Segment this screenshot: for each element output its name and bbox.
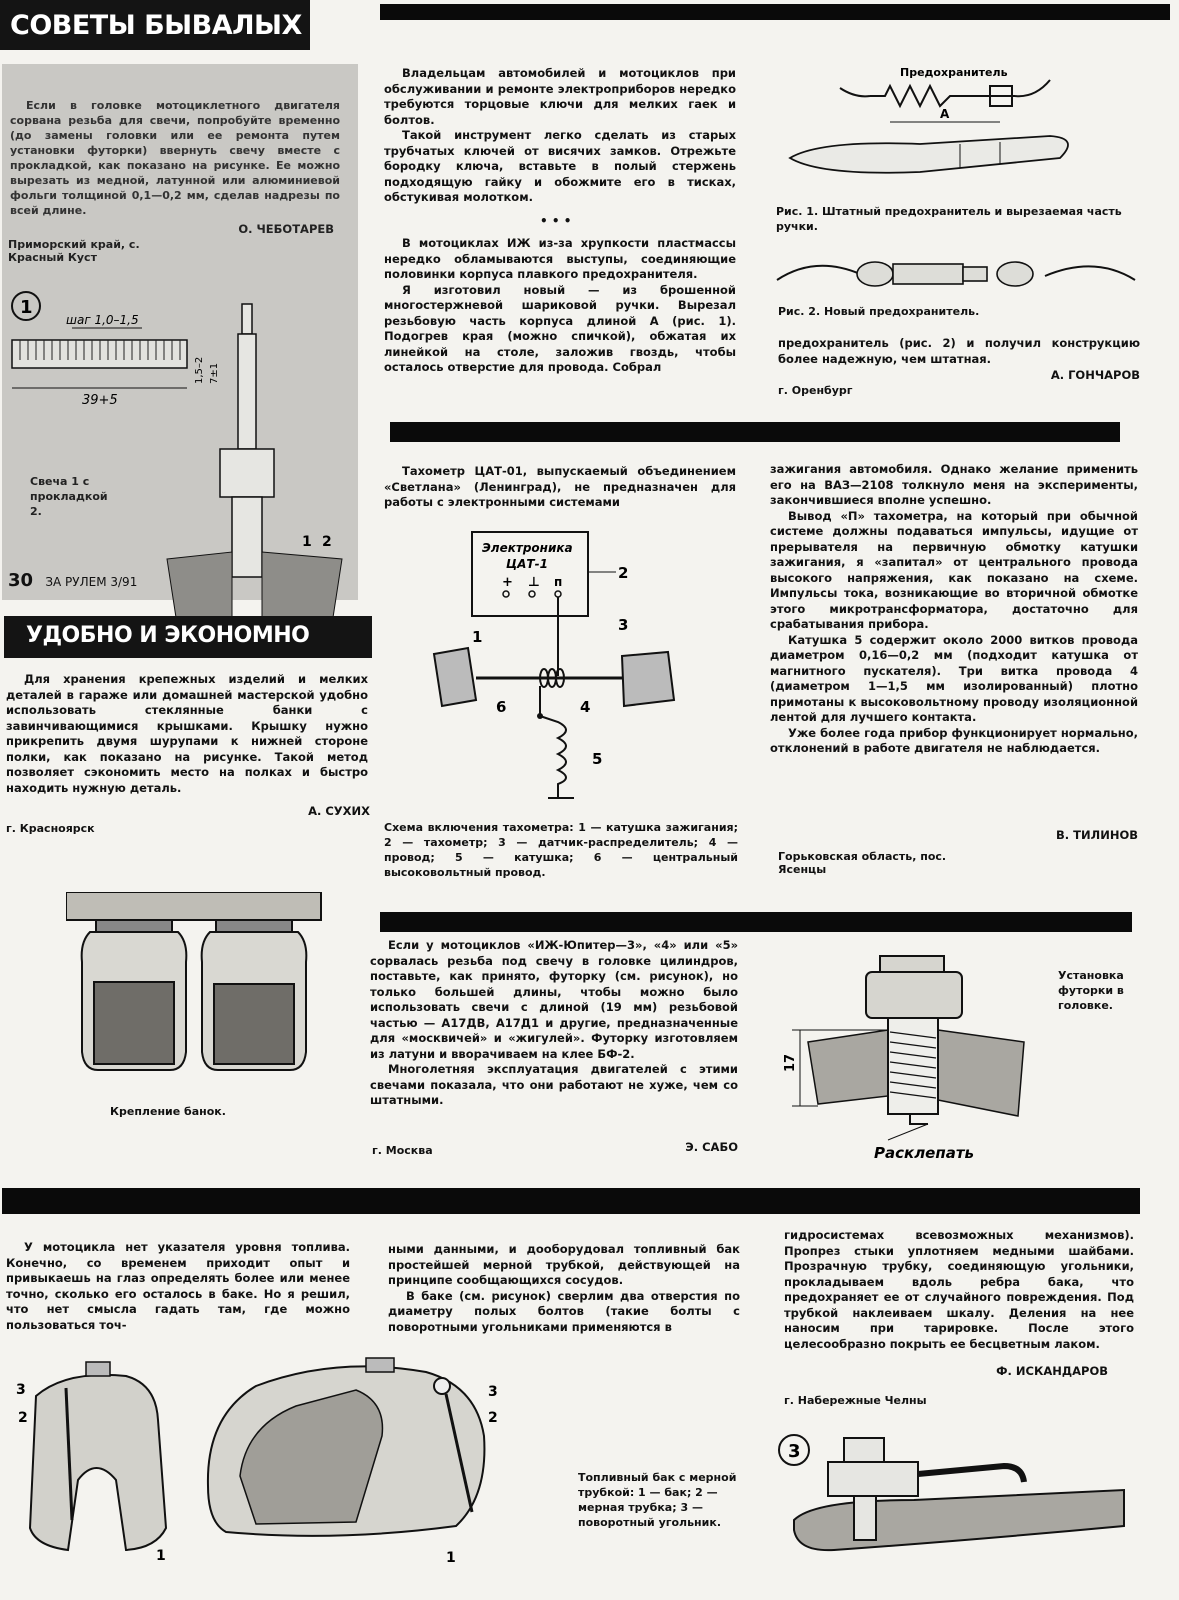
plug-callout-1: 1 xyxy=(302,534,312,550)
futorka-label: Расклепать xyxy=(874,1144,975,1162)
rule-bottom xyxy=(2,1188,1140,1214)
pen-body xyxy=(790,136,1068,173)
jar-left xyxy=(82,920,187,1070)
fuse2-body xyxy=(857,262,1033,286)
jars-caption: Крепление банок. xyxy=(110,1105,226,1118)
tacho-terminal-plus: + xyxy=(502,575,513,590)
fuse-wire-right xyxy=(1015,80,1050,96)
tank-front-label-3: 3 xyxy=(16,1382,26,1398)
tip4-text: Для хранения крепежных изделий и мелких деталей в гараже или домашней мастерской удобно использовать стеклянные банки с завинчивающимися крышками. Крышку нужно прикрепить двумя шурупами к нижней стороне полки, как показано на рисунке. Такой метод позволяет сэкономить место на полках и быстро находить нужную деталь. xyxy=(6,672,368,795)
tip7-col1: У мотоцикла нет указателя уровня топлива. Конечно, со временем приходит опыт и привыкаешь на глаз определять более или менее точно, сколько его осталось в баке. Но я решил, что нет смысла гадать там, где можно пользоваться точ- xyxy=(6,1240,350,1332)
tank-front xyxy=(30,1375,166,1550)
tip4-title-bar xyxy=(4,616,372,658)
tip4-title: УДОБНО И ЭКОНОМНО xyxy=(26,623,310,648)
tank-front-label-2: 2 xyxy=(18,1410,28,1426)
tip2-para1: Владельцам автомобилей и мотоциклов при обслуживании и ремонте электроприборов нередко требуются торцовые ключи для мелких гаек и болтов. xyxy=(384,66,736,127)
tip3-cont: предохранитель (рис. 2) и получил конструкцию более надежную, чем штатная. xyxy=(778,336,1140,366)
ignition-coil xyxy=(434,648,476,706)
section-title: СОВЕТЫ БЫВАЛЫХ xyxy=(0,0,310,50)
tip7-col2: ными данными, и дооборудовал топливный бак простейшей мерной трубкой, действующей на принципе сообщающихся сосудов. В баке (см. рисунок) сверлим два отверстия по диаметру полых болтов (такие болты с поворотными угольниками применяются в xyxy=(388,1242,740,1334)
tip6-author: Э. САБО xyxy=(685,1140,738,1154)
tacho-terminal-ground: ⊥ xyxy=(528,575,540,590)
gasket-step-label: шаг 1,0–1,5 xyxy=(66,313,139,327)
pickup-coil xyxy=(540,716,566,798)
plug-nut xyxy=(866,956,962,1018)
tip6-place: г. Москва xyxy=(372,1144,433,1157)
fuse-fig2-caption: Рис. 2. Новый предохранитель. xyxy=(778,305,980,318)
page-number-line xyxy=(8,570,137,591)
distributor xyxy=(622,652,674,706)
tank-side-label-1: 1 xyxy=(446,1550,456,1566)
tip6-text: Если у мотоциклов «ИЖ-Юпитер—3», «4» или «5» сорвалась резьба под свечу в головке цилиндров, поставьте, как принято, футорку (см. рисунок), но только большей длины, чтобы можно было использовать свечи с длиной (19 мм) резьбовой частью — А17ДВ, А17Д1 и другие, предназначенные для «москвичей» и «жигулей». Футорку изготовляем из латуни и вворачиваем на клее БФ-2. Многолетняя эксплуатация двигателей с этими свечами показала, что они работают не хуже, чем со штатными. xyxy=(370,938,738,1107)
tip5-text-right: зажигания автомобиля. Однако желание применить его на ВАЗ—2108 толкнуло меня на эксперименты, закончившиеся вполне успешно. Вывод «П» тахометра, на который при обычной системе должны подаваться импульсы, идущие от прерывателя на первичную обмотку катушки зажигания, я «запитал» от центрального провода высокого напряжения, как показано на схеме. Импульсы тока, возникающие во вторичной обмотке этого микротрансформатора, достаточно для срабатывания прибора. Катушка 5 содержит около 2000 витков провода диаметром 0,16—0,2 мм (подходит катушка от магнитного пускателя). Три витка провода 4 (диаметром 1—1,5 мм изолированный) плотно примотаны к высоковольтному проводу изоляционной лентой для лучшего контакта. Уже более года прибор функционирует нормально, отклонений в работе двигателя не наблюдается. xyxy=(770,462,1138,755)
fitting-fig-number: 3 xyxy=(788,1441,801,1462)
fuse-dim-a: А xyxy=(940,107,950,121)
tank-front-figure xyxy=(6,1360,186,1580)
futorka-dim: 17 xyxy=(783,1053,798,1072)
tacho-device-label-2: ЦАТ-1 xyxy=(506,557,548,571)
fuse-body xyxy=(870,86,1015,106)
label-3: 3 xyxy=(618,616,629,634)
label-5: 5 xyxy=(592,750,603,768)
tacho-schematic xyxy=(388,520,768,820)
elbow-tube xyxy=(918,1466,1024,1482)
tank-side-fitting xyxy=(434,1378,450,1394)
fuse-figure-2 xyxy=(775,250,1145,300)
plug-callout-2: 2 xyxy=(322,534,332,550)
tip5-author: В. ТИЛИНОВ xyxy=(1056,828,1138,842)
tank-side-label-3: 3 xyxy=(488,1384,498,1400)
fuse-wire-left xyxy=(840,88,870,96)
gasket-length-label: 39+5 xyxy=(82,393,118,408)
tip3-place: г. Оренбург xyxy=(778,384,853,397)
page-number: 30 xyxy=(8,570,34,591)
tip4-place: г. Красноярск xyxy=(6,822,95,835)
tip1-fig-number: 1 xyxy=(20,297,33,318)
futorka-figure xyxy=(778,946,1048,1168)
tip1-place: Приморский край, с. Красный Куст xyxy=(8,238,140,264)
tank-side-figure xyxy=(186,1346,516,1576)
tip3-author: А. ГОНЧАРОВ xyxy=(1050,368,1140,382)
tip5-place: Горьковская область, пос. Ясенцы xyxy=(778,850,947,876)
gasket-dim1: 1,5–2 xyxy=(194,356,205,384)
tip2-text xyxy=(384,66,736,206)
jar-right xyxy=(202,920,307,1070)
label-2: 2 xyxy=(618,564,629,582)
tank-caption: Топливный бак с мерной трубкой: 1 — бак; 2 — мерная трубка; 3 — поворотный угольник. xyxy=(578,1471,737,1529)
tip7-author: Ф. ИСКАНДАРОВ xyxy=(996,1364,1108,1378)
tip3-para2: Я изготовил новый — из брошенной многостержневой шариковой ручки. Вырезал резьбовую часть корпуса длиной А (рис. 1). Подогрев края (можно спичкой), обжатая их линейкой на столе, заложив гвоздь, чтобы осталось отверстие для провода. Собрал xyxy=(384,282,736,374)
tip7-col3: гидросистемах всевозможных механизмов). Пропрез стыки уплотняем медными шайбами. Прозрачную трубку, соединяющую угольники, прокладываем вдоль ребра бака, что предохраняет ее от случайного повреждения. Под трубкой наклеиваем шкалу. Деления на нее наносим при тарировке. После этого целесообразно покрыть ее бесцветным лаком. xyxy=(784,1228,1134,1351)
tank-side-label-2: 2 xyxy=(488,1410,498,1426)
tip1-fig-caption: Свеча 1 с прокладкой 2. xyxy=(30,475,108,518)
tacho-terminal-p: п xyxy=(554,575,563,589)
tip3-text xyxy=(384,236,736,376)
rule-top xyxy=(380,4,1170,20)
fitting-detail-figure xyxy=(774,1430,1134,1580)
jars-figure xyxy=(66,892,336,1082)
tip3-para1: В мотоциклах ИЖ из-за хрупкости пластмассы нередко обламываются выступы, соединяющие половинки корпуса плавкого предохранителя. xyxy=(384,236,736,281)
tank-front-label-1: 1 xyxy=(156,1548,166,1564)
futorka-caption: Установка футорки в головке. xyxy=(1058,969,1124,1012)
tip5-intro: Тахометр ЦАТ-01, выпускаемый объединением «Светлана» (Ленинград), не предназначен для работы с электронными системами xyxy=(384,464,736,509)
label-1: 1 xyxy=(472,628,483,646)
gasket-dim2: 7±1 xyxy=(209,362,220,384)
tip1-box xyxy=(2,64,358,600)
tip4-author: А. СУХИХ xyxy=(308,804,370,818)
fuse-fig1-caption: Рис. 1. Штатный предохранитель и вырезаемая часть ручки. xyxy=(776,205,1122,233)
tip1-author: О. ЧЕБОТАРЕВ xyxy=(238,222,334,236)
magazine-issue: ЗА РУЛЕМ 3/91 xyxy=(45,575,138,589)
spark-plug xyxy=(220,304,274,577)
label-6: 6 xyxy=(496,698,507,716)
tank-wall-section xyxy=(794,1490,1124,1550)
fuse-figure-1 xyxy=(760,58,1150,208)
shelf xyxy=(66,892,321,920)
label-4: 4 xyxy=(580,698,591,716)
tacho-caption: Схема включения тахометра: 1 — катушка зажигания; 2 — тахометр; 3 — датчик-распределитель; 4 — провод; 5 — катушка; 6 — центральный высоковольтный провод. xyxy=(384,821,738,879)
tacho-device-label-1: Электроника xyxy=(482,541,573,555)
rule-mid-1 xyxy=(390,422,1120,442)
tip1-text: Если в головке мотоциклетного двигателя сорвана резьба для свечи, попробуйте временно (до замены головки или ее ремонта путем установки футорки) ввернуть свечу вместе с прокладкой, как показано на рисунке. Ее можно вырезать из медной, латунной или алюминиевой фольги толщиной 0,1—0,2 мм, сделав надрезы по всей длине. xyxy=(10,99,340,217)
rule-mid-2 xyxy=(380,912,1132,932)
tip2-para2: Такой инструмент легко сделать из старых трубчатых ключей от висячих замков. Отрежьте бородку ключа, вставьте в полый стержень подходящую гайку и обожмите его в тисках, обстукивая молотком. xyxy=(384,128,736,204)
fuse-label: Предохранитель xyxy=(900,66,1008,79)
tip-divider: • • • xyxy=(540,214,572,228)
tip7-place: г. Набережные Челны xyxy=(784,1394,927,1407)
gasket-cuts xyxy=(20,340,180,360)
